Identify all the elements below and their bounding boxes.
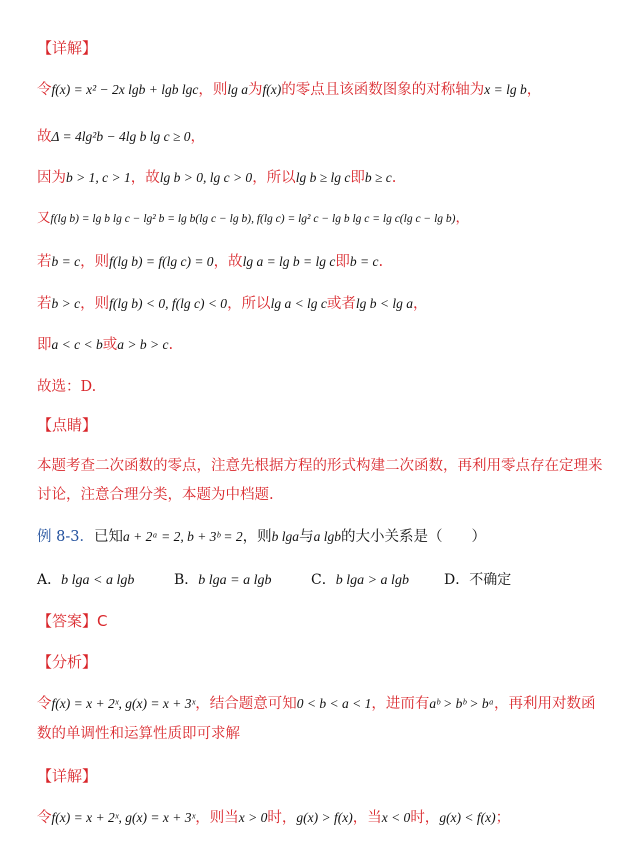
- analysis-line-2: 数的单调性和运算性质即可求解: [37, 726, 240, 742]
- formula: g(x) > f(x): [296, 810, 353, 825]
- formula: a < c < b: [51, 337, 103, 352]
- formula: f(lg b) = lg b lg c − lg² b = lg b(lg c − lg b), f(lg c) = lg² c − lg b lg c = lg c(lg c − lg b): [50, 213, 456, 225]
- formula: lg b > 0, lg c > 0: [159, 170, 253, 185]
- formula: b = c: [51, 254, 81, 269]
- formula: lg b < lg a: [355, 296, 414, 311]
- answer-heading: 【答案】: [37, 612, 98, 630]
- formula: a > b > c: [117, 337, 169, 352]
- formula: g(x) < f(x): [439, 810, 496, 825]
- detail2-heading: 【详解】: [37, 767, 98, 785]
- detail-line-2: 故Δ = 4lg²b − 4lg b lg c ≥ 0，: [37, 129, 205, 145]
- detail-line-7: 即a < c < b或a > b > c.: [37, 337, 174, 353]
- detail-line-5: 若b = c，则f(lg b) = f(lg c) = 0，故lg a = lg b = lg c即b = c.: [37, 254, 384, 270]
- answer-value: C: [97, 612, 108, 630]
- option-d[interactable]: D．不确定: [444, 572, 512, 588]
- formula: b ≥ c: [364, 170, 392, 185]
- example-label: 例 8-3．: [37, 529, 94, 545]
- detail-heading: 【详解】: [37, 39, 98, 57]
- formula: f(x) = x² − 2x lgb + lgb lgc: [51, 82, 199, 97]
- formula: f(x) = x + 2ˣ, g(x) = x + 3ˣ: [51, 810, 196, 825]
- comment-text: 本题考查二次函数的零点，注意先根据方程的形式构建二次函数，再利用零点存在定理来讨论，注意合理分类，本题为中档题.: [37, 458, 603, 503]
- option-b[interactable]: B．b lga = a lgb: [174, 572, 272, 588]
- formula: x > 0: [238, 810, 268, 825]
- answer-line: [37, 611, 108, 631]
- comment-heading: 【点睛】: [37, 416, 98, 434]
- detail-line-1: 令f(x) = x² − 2x lgb + lgb lgc，则lg a为f(x)的零点且该函数图象的对称轴为x = lg b，: [37, 82, 542, 98]
- formula: aᵇ > bᵇ > bᵃ: [429, 696, 494, 711]
- formula: f(x) = x + 2ˣ, g(x) = x + 3ˣ: [51, 696, 196, 711]
- detail-line-3: 因为b > 1, c > 1，故lg b > 0, lg c > 0，所以lg b ≥ lg c即b ≥ c.: [37, 170, 397, 186]
- example-question: 例 8-3．已知a + 2ᵃ = 2, b + 3ᵇ = 2，则b lga与a lgb的大小关系是（ ）: [37, 529, 486, 545]
- formula: 0 < b < a < 1: [296, 696, 372, 711]
- formula: b > c: [51, 296, 81, 311]
- formula: f(lg b) < 0, f(lg c) < 0: [109, 296, 228, 311]
- formula: b lga: [271, 529, 300, 544]
- detail2-line-1: 令f(x) = x + 2ˣ, g(x) = x + 3ˣ，则当x > 0时，g(x) > f(x)，当x < 0时，g(x) < f(x)；: [37, 810, 511, 826]
- detail-line-4: 又f(lg b) = lg b lg c − lg² b = lg b(lg c − lg b), f(lg c) = lg² c − lg b lg c = lg c(lg c − lg b)，: [37, 210, 469, 226]
- formula: lg a < lg c: [270, 296, 327, 311]
- formula: f(lg b) = f(lg c) = 0: [109, 254, 214, 269]
- formula: f(x): [262, 82, 282, 97]
- formula: Δ = 4lg²b − 4lg b lg c ≥ 0: [51, 129, 191, 144]
- formula: x < 0: [381, 810, 411, 825]
- detail-line-6: 若b > c，则f(lg b) < 0, f(lg c) < 0，所以lg a < lg c或者lg b < lg a，: [37, 296, 428, 312]
- formula: lg a: [227, 82, 248, 97]
- formula: b = c: [349, 254, 379, 269]
- formula: b > 1, c > 1: [66, 170, 131, 185]
- formula: a lgb: [313, 529, 341, 544]
- analysis-line-1: 令f(x) = x + 2ˣ, g(x) = x + 3ˣ，结合题意可知0 < b < a < 1，进而有aᵇ > bᵇ > bᵃ，再利用对数函: [37, 696, 596, 712]
- detail-conclusion: 故选：D.: [37, 379, 97, 395]
- option-c[interactable]: C．b lga > a lgb: [311, 572, 409, 588]
- formula: lg b ≥ lg c: [295, 170, 351, 185]
- formula: a + 2ᵃ = 2, b + 3ᵇ = 2: [122, 529, 243, 544]
- formula: x = lg b: [484, 82, 527, 97]
- option-a[interactable]: A．b lga < a lgb: [37, 572, 135, 588]
- formula: lg a = lg b = lg c: [242, 254, 336, 269]
- analysis-heading: 【分析】: [37, 653, 98, 671]
